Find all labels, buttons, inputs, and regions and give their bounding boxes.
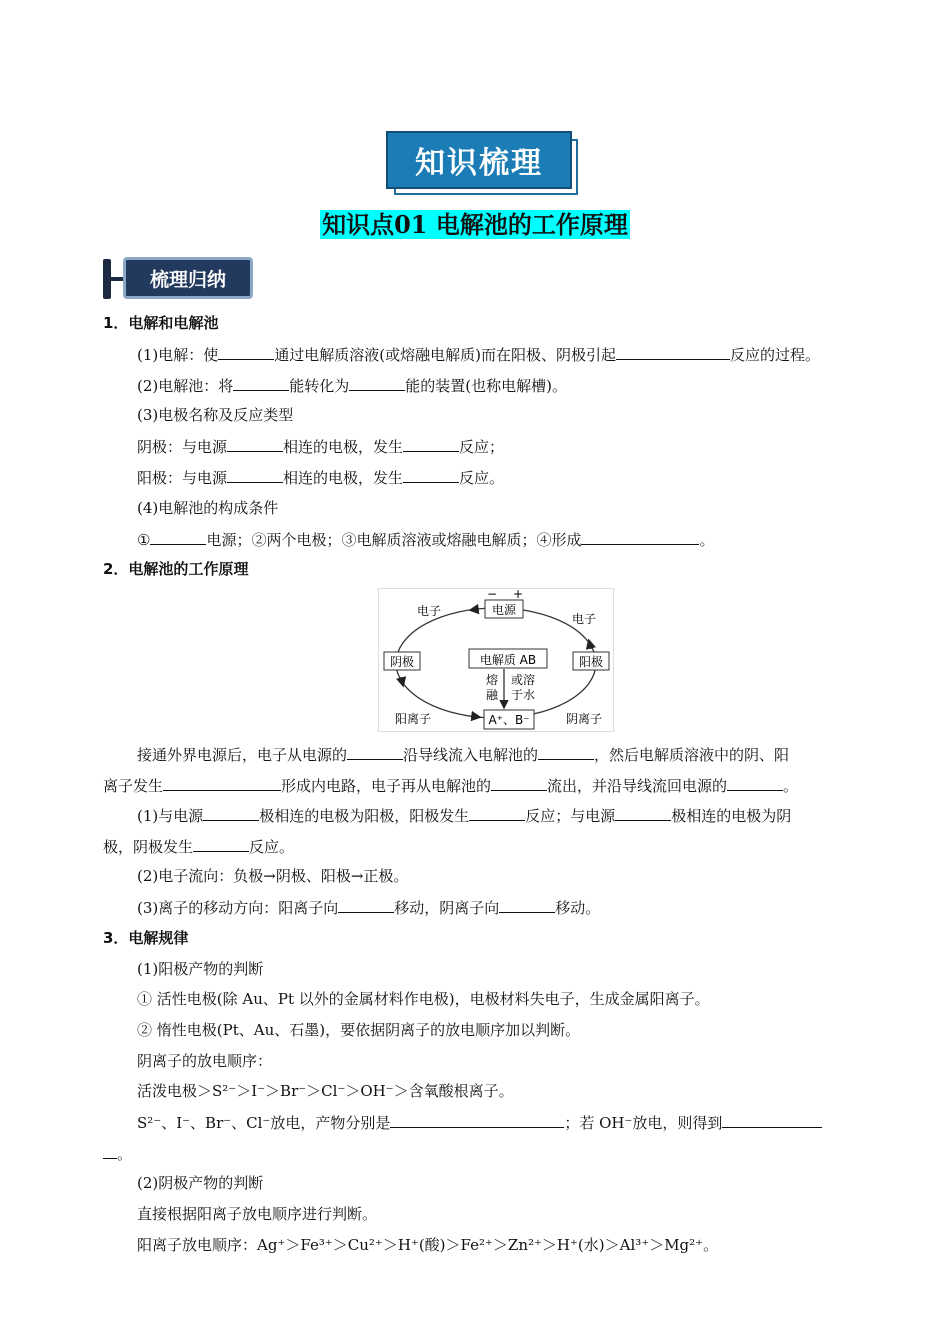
fill-blank[interactable] [469,805,525,821]
fill-blank[interactable] [499,897,555,913]
section-tag-label: 梳理归纳 [149,268,226,291]
dissolve-label-2: 于水 [510,688,536,702]
section-tag [103,257,255,303]
s1-line-1: (1)电解：使 通过电解质溶液(或熔融电解质)而在阳极、阴极引起 反应的过程。 [137,346,820,364]
fill-blank[interactable] [616,344,730,360]
s2-para-3: (2)电子流向：负极→阴极、阳极→正极。 [137,867,409,885]
melt-label-2: 融 [485,688,499,702]
anode-label: 阳极 [578,655,604,669]
s2-para-1: 接通外界电源后，电子从电源的 沿导线流入电解池的 ，然后电解质溶液中的阴、阳 [137,746,790,764]
fill-blank[interactable] [403,467,459,483]
s3-line-10: 阳离子放电顺序：Ag⁺＞Fe³⁺＞Cu²⁺＞H⁺(酸)＞Fe²⁺＞Zn²⁺＞H⁺(水)＞Al³⁺＞Mg²⁺。 [137,1236,719,1254]
s1-line-4: 阴极：与电源 相连的电极，发生 反应； [137,438,505,456]
fill-blank[interactable] [218,344,274,360]
electron-left-label: 电子 [416,604,442,618]
s2-para-1-cont: 离子发生 形成内电路，电子再从电解池的 流出，并沿导线流回电源的 。 [103,777,799,795]
banner-title: 知识梳理 [415,146,543,181]
s3-line-6-cont: 。 [103,1143,132,1164]
s3-line-3: ② 惰性电极(Pt、Au、石墨)，要依据阴离子的放电顺序加以判断。 [137,1021,581,1039]
fill-blank[interactable] [347,744,403,760]
fill-blank[interactable] [193,836,249,852]
fill-blank[interactable] [581,529,699,545]
fill-blank[interactable] [150,529,206,545]
dissolve-label-1: 或溶 [510,673,536,687]
s2-para-4: (3)离子的移动方向：阳离子向 移动，阴离子向 移动。 [137,899,601,917]
electron-right-label: 电子 [571,612,597,626]
s3-line-9: 直接根据阳离子放电顺序进行判断。 [137,1205,378,1223]
electrolysis-diagram [378,588,614,732]
heading-3: 3．电解规律 [103,929,189,947]
ions-label: A⁺、B⁻ [488,713,530,727]
section-banner [386,131,578,195]
s3-line-2: ① 活性电极(除 Au、Pt 以外的金属材料作电极)，电极材料失电子，生成金属阳离子。 [137,990,710,1008]
fill-blank[interactable] [163,775,281,791]
fill-blank[interactable] [403,436,459,452]
anion-label: 阴离子 [565,712,603,726]
fill-blank[interactable] [390,1112,564,1128]
power-label: 电源 [491,603,517,617]
s2-para-2-cont: 极，阴极发生 反应。 [103,838,295,856]
heading-1: 1．电解和电解池 [103,314,219,332]
fill-blank[interactable] [538,744,594,760]
fill-blank[interactable] [227,436,283,452]
minus-sign: − [486,589,498,601]
fill-blank[interactable] [727,775,783,791]
s2-para-2: (1)与电源 极相连的电极为阳极，阳极发生 反应；与电源 极相连的电极为阴 [137,807,792,825]
plus-sign: + [512,589,524,601]
fill-blank[interactable] [103,1143,117,1159]
s1-line-7: ① 电源；②两个电极；③电解质溶液或熔融电解质；④形成 。 [137,531,715,549]
s1-line-5: 阳极：与电源 相连的电极，发生 反应。 [137,469,505,487]
s1-line-6: (4)电解池的构成条件 [137,499,279,517]
electrolyte-label: 电解质 AB [479,653,537,667]
fill-blank[interactable] [349,375,405,391]
s3-line-5: 活泼电极＞S²⁻＞I⁻＞Br⁻＞Cl⁻＞OH⁻＞含氧酸根离子。 [137,1082,514,1100]
s3-line-8: (2)阴极产物的判断 [137,1174,264,1192]
melt-label-1: 熔 [485,673,499,687]
fill-blank[interactable] [722,1112,822,1128]
fill-blank[interactable] [203,805,259,821]
fill-blank[interactable] [338,897,394,913]
banner-box [386,131,572,189]
heading-2: 2．电解池的工作原理 [103,560,249,578]
fill-blank[interactable] [227,467,283,483]
s3-line-1: (1)阳极产物的判断 [137,960,264,978]
cation-label: 阳离子 [394,712,432,726]
s1-line-2: (2)电解池：将 能转化为 能的装置(也称电解槽)。 [137,377,567,395]
s3-line-4: 阴离子的放电顺序： [137,1052,273,1070]
fill-blank[interactable] [233,375,289,391]
fill-blank[interactable] [615,805,671,821]
s1-line-3: (3)电极名称及反应类型 [137,406,294,424]
fill-blank[interactable] [491,775,547,791]
knowledge-point-title: 知识点01 电解池的工作原理 [322,210,628,239]
s3-line-6: S²⁻、I⁻、Br⁻、Cl⁻放电，产物分别是 ；若 OH⁻放电，则得到 [137,1112,822,1133]
cathode-label: 阴极 [389,655,415,669]
